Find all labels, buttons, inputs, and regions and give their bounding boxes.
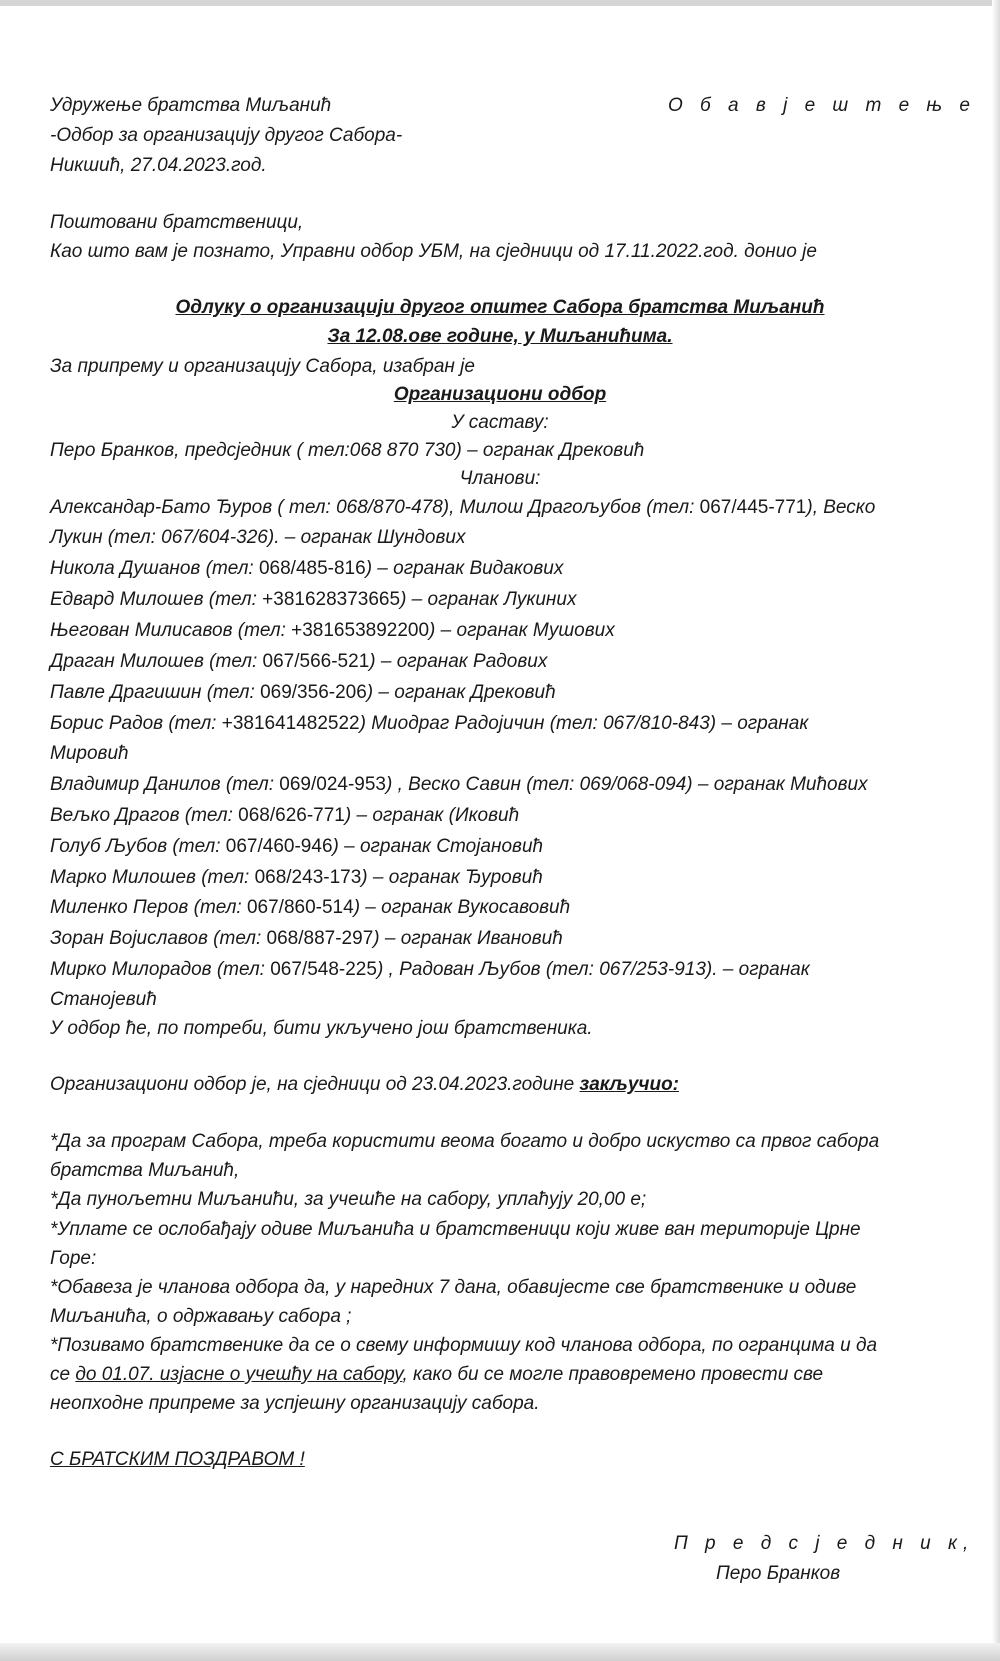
president-line: Перо Бранков, предсједник ( тел:068 870 730) – огранак Дрековић [50,440,645,461]
conclusion-line: Организациони одбор је, на сједници од 23.04.2023.године закључио: [50,1074,680,1095]
member-line: Едвард Милошев (тел: +381628373665) – огранак Лукиних [50,589,577,610]
point-line: Горе: [50,1248,97,1269]
member-line: Зоран Војиславов (тел: 068/887-297) – огранак Ивановић [50,928,563,949]
scan-edge-bottom [0,1643,1000,1661]
document-type: О б а в j е ш т е њ е [668,95,976,116]
point-line: Миљанића, о одржавању сабора ; [50,1306,352,1327]
point-line: се до 01.07. изјасне о учешћу на сабору, како би се могле правовремено провести све [50,1364,824,1385]
signatory-title: П р е д с ј е д н и к, [674,1533,975,1554]
composition-label: У саставу: [451,412,549,433]
committee-heading: Организациони одбор [393,384,607,405]
place-date: Никшић, 27.04.2023.год. [50,155,267,176]
point-line: неопходне припреме за успјешну организацију сабора. [50,1393,540,1414]
member-line: Марко Милошев (тел: 068/243-173) – огранак Ђуровић [50,867,543,888]
member-line: Станојевић [50,989,157,1010]
signatory-name: Перо Бранков [716,1563,841,1584]
salutation: Поштовани братственици, [50,212,304,233]
point-line: *Позивамо братственике да се о свему информишу код чланова одбора, по огранцима и да [50,1335,878,1356]
member-line: Владимир Данилов (тел: 069/024-953) , Веско Савин (тел: 069/068-094) – огранак Мићових [50,774,868,795]
point-line: *Уплате се ослобађају одиве Миљанића и братственици који живе ван територије Црне [50,1219,861,1240]
decision-title: Одлуку о организацији другог општег Сабора братства Миљанић [175,297,825,318]
scan-edge-right [992,0,1000,1661]
committee-name: -Одбор за организацију другог Сабора- [50,125,403,146]
member-line: Павле Драгишин (тел: 069/356-206) – огранак Дрековић [50,682,556,703]
member-line: Александар-Бато Ђуров ( тел: 068/870-478), Милош Драгољубов (тел: 067/445-771), Веско [50,497,876,518]
decision-date: За 12.08.ове године, у Миљанићима. [327,326,673,347]
point-line: *Обавеза је чланова одбора да, у наредних 7 дана, обавијесте све братственике и одиве [50,1277,857,1298]
point-line: *Да пунољетни Миљанићи, за учешће на сабору, уплаћују 20,00 е; [50,1189,647,1210]
closing-greeting: С БРАТСКИМ ПОЗДРАВОМ ! [50,1449,305,1470]
intro-line: Као што вам је познато, Управни одбор УБМ, на сједници од 17.11.2022.год. донио је [50,241,817,262]
member-line: Његован Милисавов (тел: +381653892200) – огранак Мушових [50,620,615,641]
scan-edge-top [0,0,1000,6]
members-heading: Чланови: [459,468,541,489]
member-line: Мирко Милорадов (тел: 067/548-225) , Радован Љубов (тел: 067/253-913). – огранак [50,959,810,980]
member-line: Борис Радов (тел: +381641482522) Миодраг Радојичин (тел: 067/810-843) – огранак [50,713,809,734]
member-line: Никола Душанов (тел: 068/485-816) – огранак Видакових [50,558,564,579]
member-line: Вељко Драгов (тел: 068/626-771) – огранак (Иковић [50,805,520,826]
point-line: братства Миљанић, [50,1160,240,1181]
member-line: Миленко Перов (тел: 067/860-514) – огранак Вукосавовић [50,897,571,918]
member-line: Мировић [50,743,129,764]
member-line: У одбор ће, по потреби, бити укључено још братственика. [50,1018,593,1039]
org-name: Удружење братства Миљанић [50,95,332,116]
member-line: Драган Милошев (тел: 067/566-521) – огранак Радових [50,651,548,672]
member-line: Голуб Љубов (тел: 067/460-946) – огранак Стојановић [50,836,544,857]
point-line: *Да за програм Сабора, треба користити веома богато и добро искуство са првог сабора [50,1131,880,1152]
committee-intro: За припрему и организацију Сабора, изабран је [50,356,475,377]
member-line: Лукин (тел: 067/604-326). – огранак Шундових [50,527,466,548]
